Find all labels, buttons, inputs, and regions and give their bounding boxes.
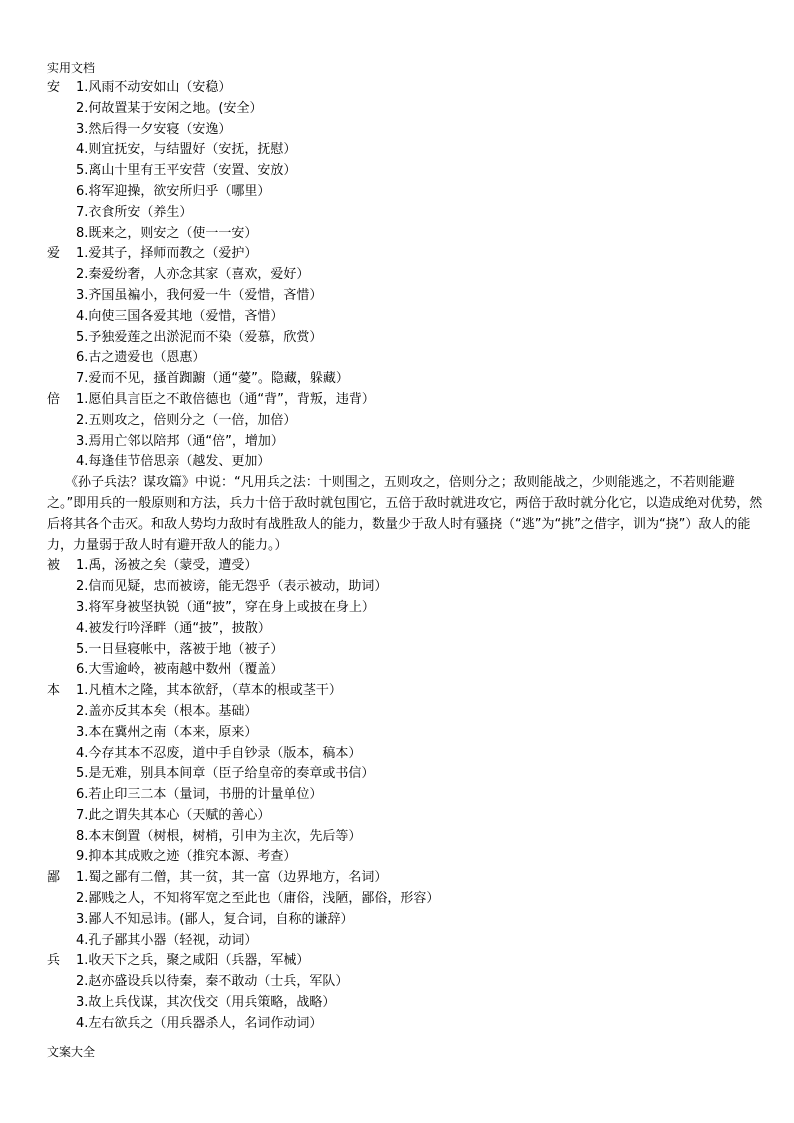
definition-item: 2.赵亦盛设兵以待秦，秦不敢动（士兵，军队） [76,974,349,990]
definition-item: 3.鄙人不知忌讳。(鄙人，复合词，自称的谦辞） [76,911,354,927]
definition-item: 1.禹，汤被之矣（蒙受，遭受） [76,558,258,574]
definition-item: 4.左右欲兵之（用兵器杀人，名词作动词） [76,1015,323,1031]
entry-line [47,827,757,848]
definition-item: 3.故上兵伐谋，其次伐交（用兵策略，战略） [76,995,336,1011]
definition-item: 2.秦爱纷奢，人亦念其家（喜欢，爱好） [76,267,310,283]
definition-item: 7.此之谓失其本心（天赋的善心） [76,807,271,823]
definition-item: 5.予独爱莲之出淤泥而不染（爱慕，欣赏） [76,329,323,345]
definition-item: 5.一日昼寝帐中，落被于地（被子） [76,641,284,657]
definition-item: 1.收天下之兵，聚之咸阳（兵器，军械） [76,953,310,969]
definition-item: 4.今存其本不忍废，道中手自钞录（版本，稿本） [76,745,362,761]
definition-item: 1.蜀之鄙有二僧，其一贫，其一富（边界地方，名词） [76,870,388,886]
entry-line [47,972,757,993]
entry-line [47,951,757,972]
definition-item: 1.凡植木之隆，其本欲舒，（草本的根或茎干） [76,683,342,699]
definition-item: 2.鄙贱之人，不知将军宽之至此也（庸俗，浅陋，鄙俗，形容） [76,891,440,907]
entry-line [47,702,757,723]
entry-line [47,764,757,785]
entry-line [47,99,757,120]
entry-line [47,224,757,245]
definition-item: 5.离山十里有王平安营（安置、安放） [76,163,297,179]
headword: 兵 [47,953,61,969]
entry-line [47,889,757,910]
explanatory-note: 《孙子兵法？谋攻篇》中说：“凡用兵之法：十则围之，五则攻之，倍则分之；敌则能战之，少则能逃之，不若则能避之。”即用兵的一般原则和方法，兵力十倍于敌时就包围它，五倍于敌时就进攻它，两倍于敌时就分化它，以造成绝对优势，然后将其各个击灭。和敌人势均力敌时有战胜敌人的能力，数量少于敌人时有骚挠（“逃”为“挑”之借字，训为“挠”）敌人的能力，力量弱于敌人时有避开敌人的能力。） [47,475,763,553]
entry-line [47,785,757,806]
definition-item: 8.既来之，则安之（使一一安） [76,225,258,241]
definition-item: 3.然后得一夕安寝（安逸） [76,121,232,137]
definition-item: 6.古之遗爱也（恩惠） [76,350,206,366]
definition-item: 1.爱其子，择师而教之（爱护） [76,246,258,262]
entry-line [47,265,757,286]
dictionary-content [47,78,763,1035]
entry-line [47,120,757,141]
definition-item: 2.五则攻之，倍则分之（一倍，加倍） [76,412,297,428]
entry-line [47,910,757,931]
entry-line [47,78,757,99]
entry-line [47,598,757,619]
entry-line [47,723,757,744]
headword: 鄙 [47,870,61,886]
entry-line [47,993,757,1014]
entry-line [47,411,757,432]
definition-item: 6.若止印三二本（量词，书册的计量单位） [76,787,323,803]
entry-line [47,369,757,390]
definition-item: 4.被发行吟泽畔（通“披”，披散） [76,620,271,636]
entry-line [47,452,757,473]
entry-line [47,931,757,952]
headword: 爱 [47,246,61,262]
definition-item: 1.风雨不动安如山（安稳） [76,80,232,95]
entry-line [47,348,757,369]
entry-line [47,556,757,577]
entry-line [47,640,757,661]
page-footer: 文案大全 [47,1045,96,1059]
definition-item: 3.将军身被坚执锐（通“披”，穿在身上或披在身上） [76,599,375,615]
entry-line [47,140,757,161]
headword: 倍 [47,391,61,407]
definition-item: 3.本在冀州之南（本来，原来） [76,724,258,740]
entry-line [47,681,757,702]
definition-item: 2.何故置某于安闲之地。(安全） [76,100,263,116]
entry-line [47,806,757,827]
entry-line [47,660,757,681]
entry-line [47,744,757,765]
page-header: 实用文档 [47,61,96,75]
entry-line [47,619,757,640]
entry-line [47,307,757,328]
definition-item: 3.焉用亡邻以陪邦（通“倍”，增加） [76,433,284,449]
entry-line [47,577,757,598]
definition-item: 3.齐国虽褊小，我何爱一牛（爱惜，吝惜） [76,287,323,303]
definition-item: 9.抑本其成败之迹（推究本源、考查） [76,849,297,865]
entry-line [47,182,757,203]
entry-line [47,286,757,307]
definition-item: 2.盖亦反其本矣（根本。基础） [76,703,258,719]
entry-line [47,432,757,453]
entry-line [47,203,757,224]
definition-item: 2.信而见疑，忠而被谤，能无怨乎（表示被动，助词） [76,579,388,595]
definition-item: 4.每逢佳节倍思亲（越发、更加） [76,454,271,470]
headword: 安 [47,80,61,95]
entry-line [47,847,757,868]
definition-item: 7.衣食所安（养生） [76,204,193,220]
definition-item: 6.将军迎操，欲安所归乎（哪里） [76,183,271,199]
definition-item: 1.愿伯具言臣之不敢倍德也（通“背”，背叛，违背） [76,391,375,407]
entry-line [47,390,757,411]
entry-line [47,328,757,349]
headword: 本 [47,683,61,699]
definition-item: 4.孔子鄙其小器（轻视，动词） [76,932,258,948]
definition-item: 8.本末倒置（树根，树梢，引申为主次，先后等） [76,828,362,844]
entry-line [47,244,757,265]
definition-item: 5.是无难，别具本间章（臣子给皇帝的奏章或书信） [76,766,375,782]
entry-line [47,161,757,182]
entry-line [47,868,757,889]
entry-line [47,1014,757,1035]
definition-item: 7.爱而不见，搔首踟躕（通“薆”。隐藏，躲藏） [76,371,349,387]
definition-item: 4.向使三国各爱其地（爱惜，吝惜） [76,308,284,324]
definition-item: 4.则宜抚安，与结盟好（安抚，抚慰） [76,142,297,158]
headword: 被 [47,558,61,574]
definition-item: 6.大雪逾岭，被南越中数州（覆盖） [76,662,284,678]
